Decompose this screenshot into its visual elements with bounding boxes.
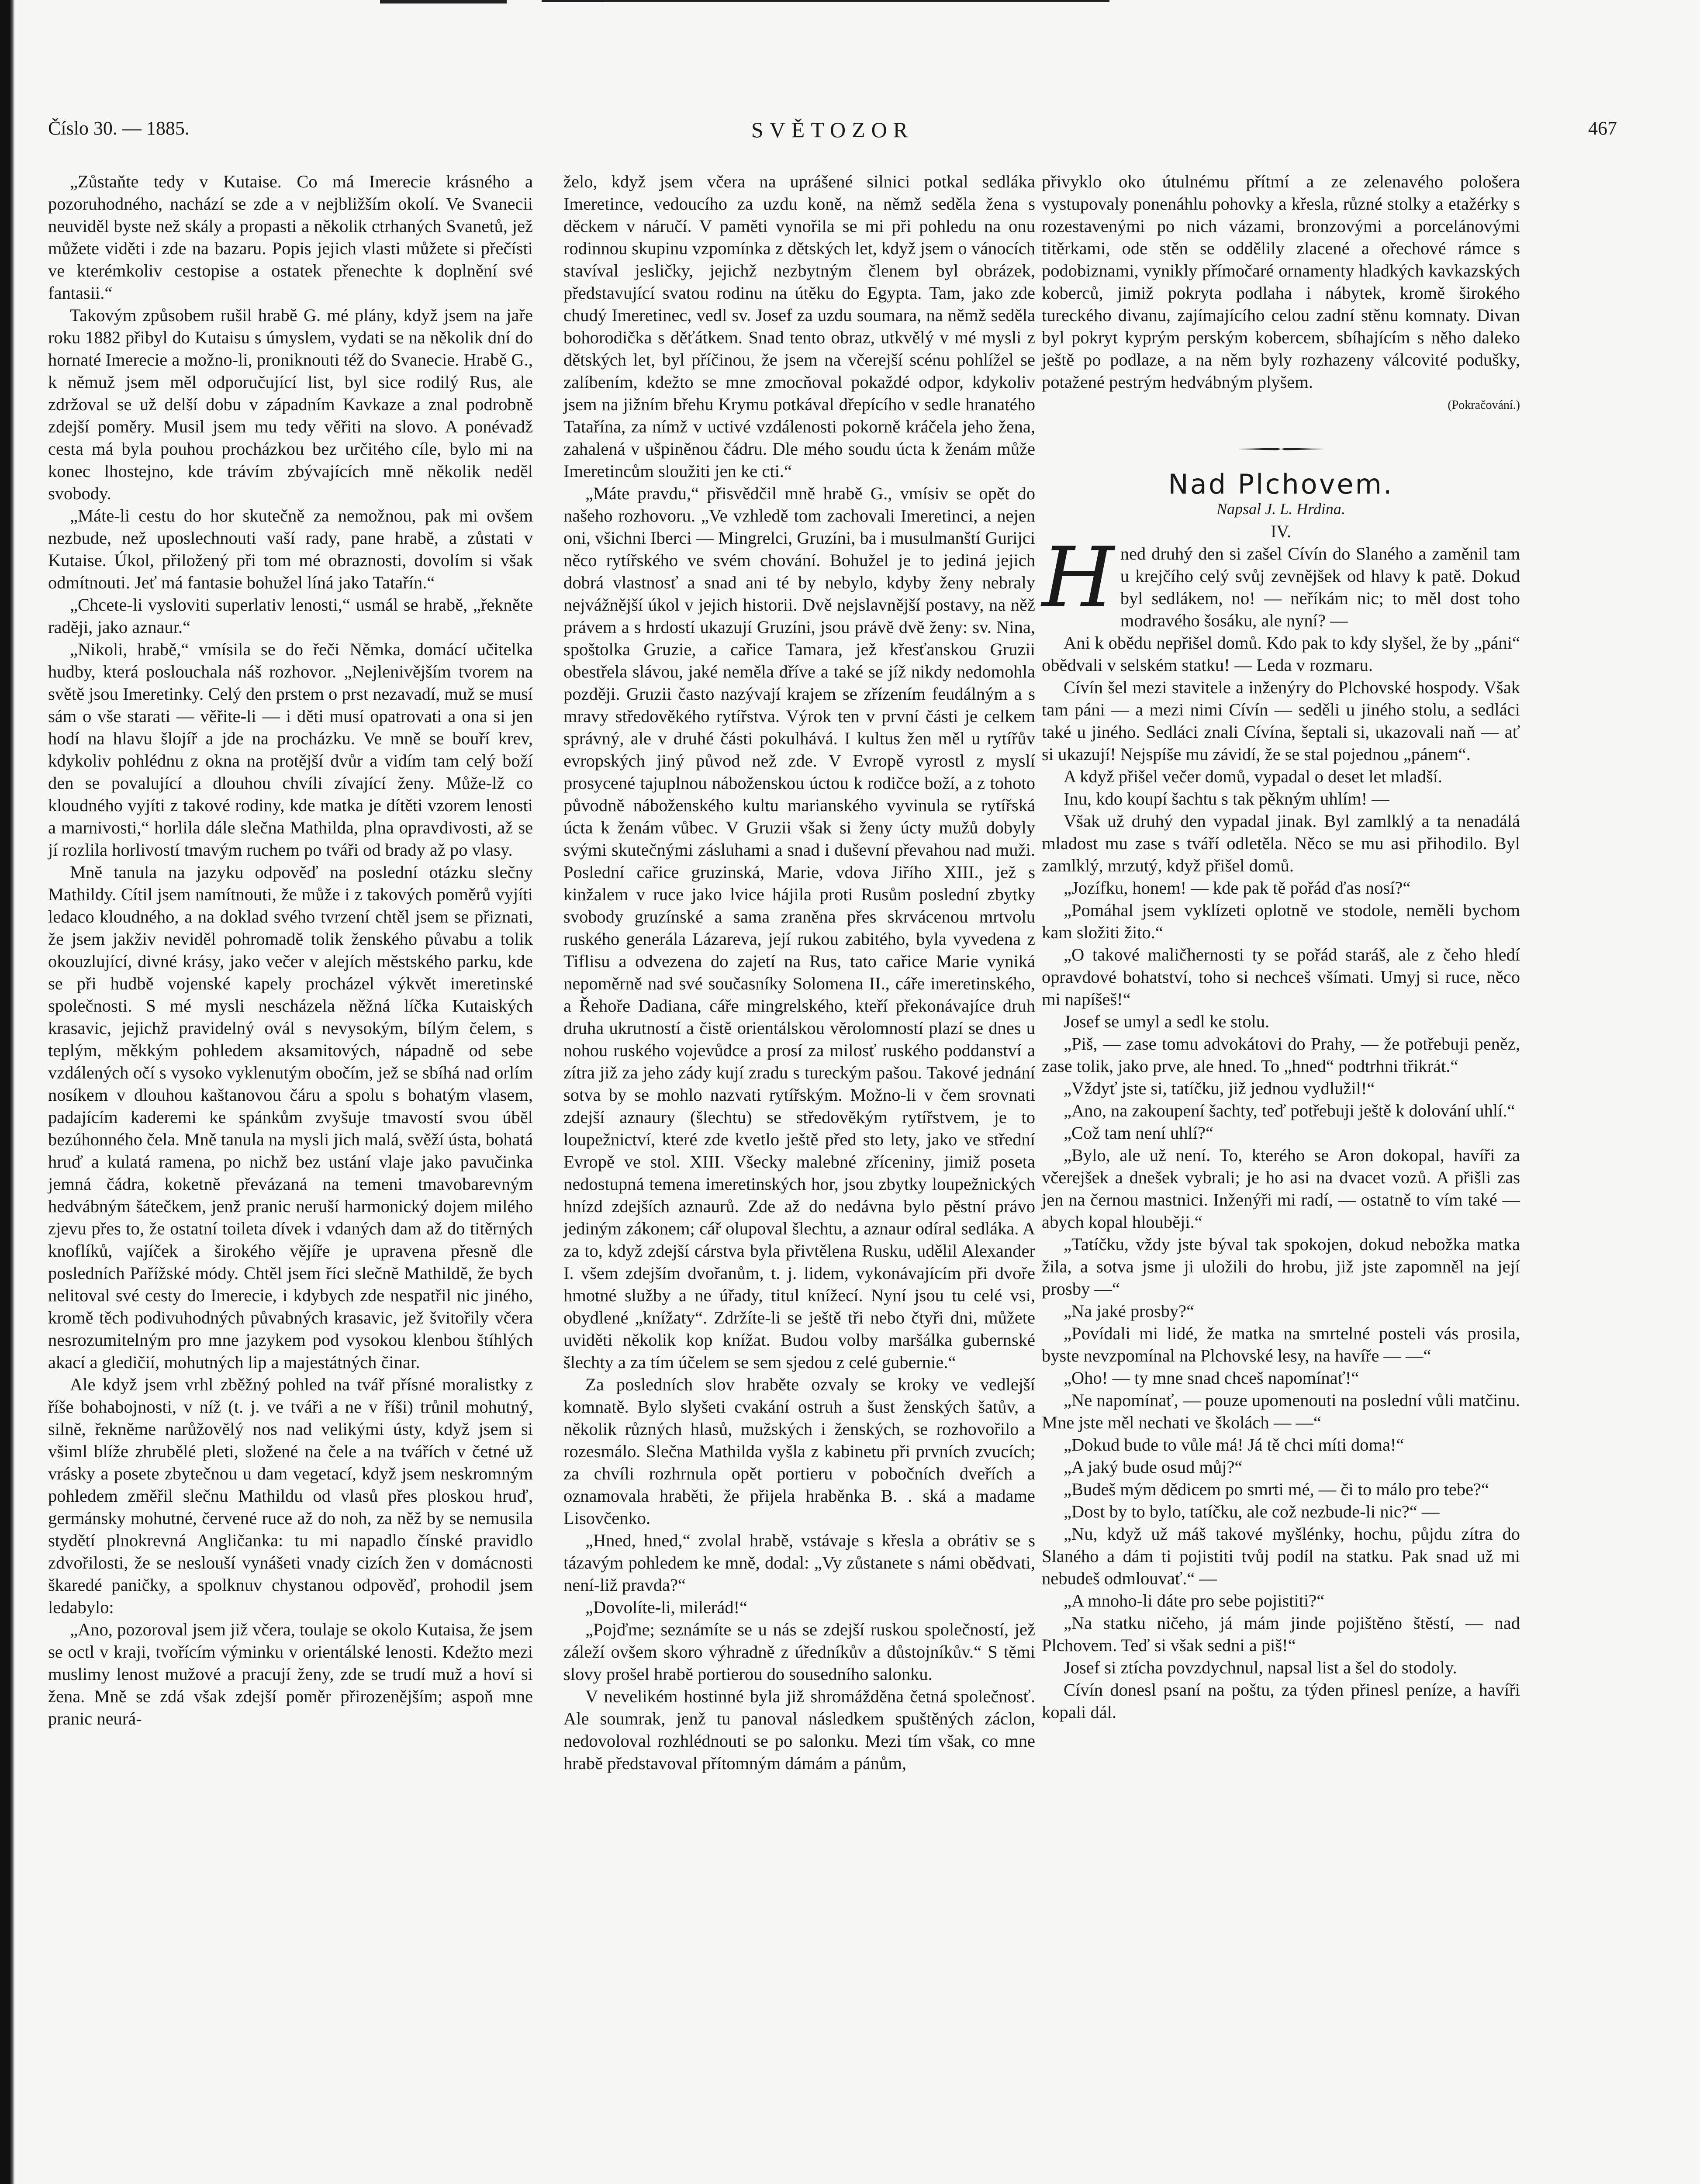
- story-paragraph: Ani k obědu nepřišel domů. Kdo pak to kdy slyšel, že by „páni“ obědvali v selském statku! — Leda v rozmaru.: [1042, 633, 1520, 675]
- paragraph: Za posledních slov hraběte ozvaly se kroky ve vedlejší komnatě. Bylo slyšeti cvakání ostruh a šust ženských šatův, a několik různých hlasů, mužských i ženských, se rozhovořilo a rozesmálo. Slečna Mathilda vyšla z kabinetu při prvních zvucích; za chvíli rozhrnula opět portieru v pobočních dveřích a oznamovala hraběti, že přijela hraběnka B. . ská a madame Lisovčenko.: [563, 1375, 1035, 1528]
- column-middle: [563, 170, 1035, 1774]
- story-paragraph: „Pomáhal jsem vyklízeti oplotně ve stodole, neměli bychom kam složiti žito.“: [1042, 900, 1520, 942]
- column-right: [1042, 170, 1520, 1723]
- section-divider: [1237, 447, 1325, 451]
- story-paragraph: „Budeš mým dědicem po smrti mé, — či to málo pro tebe?“: [1064, 1479, 1489, 1499]
- story-paragraph: Josef si ztícha povzdychnul, napsal list a šel do stodoly.: [1064, 1658, 1457, 1677]
- story-paragraph: „Povídali mi lidé, že matka na smrtelné posteli vás prosila, byste nevzpomínal na Plchovské lesy, na havíře — —“: [1042, 1324, 1520, 1365]
- story-paragraph: „Piš, — zase tomu advokátovi do Prahy, — že potřebuji peněz, zase tolik, jako prve, ale hned. To „hned“ podtrhni třikrát.“: [1042, 1034, 1520, 1076]
- scan-edge-mark: [542, 0, 603, 2]
- story-paragraph: „Oho! — ty mne snad chceš napomínať!“: [1064, 1368, 1359, 1388]
- paragraph: přivyklo oko útulnému přítmí a ze zelenavého pološera vystupovaly ponenáhlu pohovky a křesla, různé stolky a etažérky s rozestavenými po nich vázami, bronzovými a porcelánovými titěrkami, ode stěn se oddělily zlacené a ořechové rámce s podobiznami, vynikly přímočaré ornamenty hladkých kavkazských koberců, jimiž pokryta podlaha i nábytek, kromě širokého tureckého divanu, zajímajícího celou zadní stěnu komnaty. Divan byl pokryt kyprým perským kobercem, sbíhajícím s něho daleko ještě po podlaze, a na něm byly rozhazeny válcovité podušky, potažené pestrým hedvábným plyšem.: [1042, 172, 1520, 392]
- story-paragraph: „Na statku ničeho, já mám jinde pojištěno štěstí, — nad Plchovem. Teď si však sedni a piš!“: [1042, 1613, 1520, 1655]
- story-paragraph: „A mnoho-li dáte pro sebe pojistiti?“: [1064, 1591, 1325, 1610]
- paragraph: „Zůstaňte tedy v Kutaise. Co má Imerecie krásného a pozoruhodného, nachází se zde a v nejbližším okolí. Ve Svanecii neuviděl byste než skály a propasti a několik ctrhaných Svanetů, jež můžete viděti i zde na bazaru. Popis jejich vlasti můžete si přečísti ve kterémkoliv cestopise a ostatek přenechte k doplnění své fantasii.“: [48, 172, 533, 303]
- first-paragraph-text: ned druhý den si zašel Cívín do Slaného a zaměnil tam u krejčího celý svůj zevnějšek od hlavy k patě. Dokud byl sedlákem, no! — neříkám nic; to měl dost toho modravého šosáku, ale nyní? —: [1120, 544, 1520, 630]
- paragraph: „Dovolíte-li, milerád!“: [585, 1597, 748, 1617]
- story-paragraph: A když přišel večer domů, vypadal o deset let mladší.: [1064, 767, 1443, 786]
- issue-number: Číslo 30. — 1885.: [48, 117, 190, 139]
- paragraph: V nevelikém hostinné byla již shromážděna četná společnosť. Ale soumrak, jenž tu panoval následkem spuštěných záclon, nedovoloval rozhlédnouti se po salonku. Mezi tím však, co mne hrabě představoval přítomným dámám a pánům,: [563, 1686, 1035, 1773]
- paragraph: „Nikoli, hrabě,“ vmísila se do řeči Němka, domácí učitelka hudby, která poslouchala náš rozhovor. „Nejlenivějším tvorem na světě jsou Imeretinky. Celý den prstem o prst nezavadí, muž se musí sám o vše starati — věřite-li — i děti musí opatrovati a ona si jen hodí na hlavu šlojíř a jde na procházku. Ve mně se bouří krev, kdykoliv pohlédnu z okna na protější dvůr a vidím tam celý boží den se povalující a dlouhou chvíli zívající ženy. Může-lž co kloudného vyjíti z takové rodiny, kde matka je dítěti vzorem lenosti a marnivosti,“ horlila dále slečna Mathilda, plna opravdivosti, až se jí rozlila horlivostí tmavým ruchem po tváři od brady až po vlasy.: [48, 639, 533, 860]
- story-title: Nad Plchovem.: [1168, 468, 1394, 500]
- paragraph: „Chcete-li vysloviti superlativ lenosti,“ usmál se hrabě, „řekněte raději, jako aznaur.“: [48, 595, 533, 637]
- chapter-number: IV.: [1270, 522, 1292, 541]
- scan-binding-edge: [0, 0, 15, 2184]
- page-number: 467: [1588, 117, 1617, 139]
- paragraph: Ale když jsem vrhl zběžný pohled na tvář přísné moralistky z říše bohabojnosti, v níž (t. j. ve tváři a ne v říši) trůnil mohutný, silně, řekněme narůžovělý nos nad velikými ústy, když jsem si všiml blíže zhrubělé pleti, složené na čele a na tvářích v četné už vrásky a posete zbytečnou u dam vegetací, když jsem neskromným pohledem změřil slečnu Mathildu od vlasů přes ploskou hruď, germánsky mohutné, červené ruce až do noh, za něž by se nemusila stydětí plnokrevná Angličanka: tu mi napadlo čínské pravidlo zdvořilosti, že se neslouší vynášeti vnady cizích žen v domácnosti škaredé paničky, a spolknuv chystanou odpověď, prohodil jsem ledabylo:: [48, 1375, 533, 1617]
- story-paragraph: „Dost by to bylo, tatíčku, ale což nezbude-li nic?“ —: [1064, 1502, 1440, 1521]
- paragraph: „Máte-li cestu do hor skutečně za nemožnou, pak mi ovšem nezbude, než uposlechnouti vaší rady, pane hrabě, a zůstati v Kutaise. Úkol, přiložený při tom mé obraznosti, dovolím si však odmítnouti. Jeť má fantasie bohužel líná jako Tatařín.“: [48, 506, 533, 592]
- story-paragraph: Josef se umyl a sedl ke stolu.: [1064, 1012, 1270, 1031]
- story-paragraph: „Ano, na zakoupení šachty, teď potřebuji ještě k dolování uhlí.“: [1064, 1101, 1515, 1120]
- paragraph: „Pojďme; seznámíte se u nás se zdejší ruskou společností, jež záleží ovšem skoro výhradně z úředníkův a důstojníkův.“ S těmi slovy prošel hrabě portierou do sousedního salonku.: [563, 1620, 1035, 1684]
- story-paragraph: Cívín donesl psaní na poštu, za týden přinesl peníze, a havíři kopali dál.: [1042, 1680, 1520, 1722]
- paragraph: „Hned, hned,“ zvolal hrabě, vstávaje s křesla a obrátiv se s tázavým pohledem ke mně, dodal: „Vy zůstanete s námi obědvati, není-liž pravda?“: [563, 1531, 1035, 1595]
- story-paragraph: „Tatíčku, vždy jste býval tak spokojen, dokud nebožka matka žila, a sotva jsme ji uložili do hrobu, již jste zapomněl na její prosby —“: [1042, 1234, 1520, 1299]
- story-paragraph: „Bylo, ale už není. To, kterého se Aron dokopal, havíři za včerejšek a dnešek vybrali; je ho asi na dvacet vozů. A přišli zas jen na černou mastnici. Inženýři mi radí, — ostatně to vím také — abych kopal hlouběji.“: [1042, 1145, 1520, 1232]
- story-paragraph: „Vždyť jste si, tatíčku, již jednou vydlužil!“: [1064, 1078, 1375, 1098]
- story-paragraph: „Dokud bude to vůle má! Já tě chci míti doma!“: [1064, 1435, 1404, 1455]
- story-paragraph: Však už druhý den vypadal jinak. Byl zamlklý a ta nenadálá mladost mu zase s tváří odletěla. Něco se mu asi přihodilo. Byl zamlklý, mrzutý, když přišel domů.: [1042, 811, 1520, 875]
- paragraph: Takovým způsobem rušil hrabě G. mé plány, když jsem na jaře roku 1882 přibyl do Kutaisu s úmyslem, vydati se na několik dní do hornaté Imerecie a možno-li, proniknouti též do Svanecie. Hrabě G., k němuž jsem měl odporučující list, byl sice rodilý Rus, ale zdržoval se už delší dobu v západním Kavkaze a znal podrobně zdejší poměry. Musil jsem mu tedy věřiti na slovo. A ponévadž cesta má byla pouhou procházkou bez určitého cíle, bylo mi na konec lhostejno, kde trávím zbývajících mně několik neděl svobody.: [48, 305, 533, 503]
- story-paragraph: „A jaký bude osud můj?“: [1064, 1457, 1243, 1477]
- magazine-title: SVĚTOZOR: [751, 117, 914, 142]
- page-header: [48, 117, 1617, 148]
- story-paragraph: „Jozífku, honem! — kde pak tě pořád ďas nosí?“: [1064, 878, 1411, 898]
- scan-edge-mark: [603, 0, 1109, 2]
- scan-edge-mark: [380, 0, 507, 3]
- story-paragraph: „O takové maličhernosti ty se pořád staráš, ale z čeho hledí opravdové bohatství, toho si nechceš všímati. Umyj si ruce, něco mi napíšeš!“: [1042, 945, 1520, 1009]
- story-paragraph: Cívín šel mezi stavitele a inženýry do Plchovské hospody. Však tam páni — a mezi nimi Cívín — seděli u jiného stolu, a sedláci také u jiného. Sedláci znali Cívína, šeptali si, ukazovali naň — ať si ukazují! Nejspíše mu závidí, že se stal pojednou „pánem“.: [1042, 677, 1520, 764]
- paragraph: Mně tanula na jazyku odpověď na poslední otázku slečny Mathildy. Cítil jsem namítnouti, že může i z takových poměrů vyjíti ledaco kloudného, a na doklad svého tvrzení chtěl jsem se přiznati, že jsem jakživ neviděl pohromadě tolik ženského půvabu a tolik okouzlující, divné krásy, jako večer v alejích městského parku, kde se při hudbě vojenské kapely procházel výkvět imeretinské společnosti. S mé mysli nescházela něžná líčka Kutaiských krasavic, jejichž pravidelný ovál s nevysokým, bílým čelem, s teplým, měkkým pohledem aksamitových, nápadně od sebe vzdálených očí s vysoko vyklenutým obočím, jež se sbíhá nad orlím nosíkem v dlouhou kaštanovou čáru a spolu s bohatým vlasem, padajícím kaderemi ke spánkům zvyšuje tmavostí svou úběl bezúhonného čela. Mně tanula na mysli jich malá, svěží ústa, bohatá hruď a kulatá ramena, po nichž bez ustání vlaje jako pavučinka jemná čádra, koketně převázaná na temeni tmavobarevným hedvábným šátečkem, jenž pranic neruší harmonický dojem milého zjevu přes to, že ostatní toileta dívek i vdaných dam až do titěrných knoflíků, vajíček a širokého vějíře je upravena přesně dle posledních Pařížské módy. Chtěl jsem říci slečně Mathildě, že bych nelitoval své cesty do Imerecie, i kdybych zde nespatřil nic jiného, kromě těch podivuhodných půvabných krasavic, jež švitořily včera nesrozumitelným pro mne jazykem pod vysokou klenbou štíhlých akací a gledičií, mohutných lip a majestátných činar.: [48, 862, 533, 1372]
- drop-cap: H: [1042, 529, 1114, 626]
- column-left: [48, 170, 533, 1730]
- story-paragraph: „Na jaké prosby?“: [1064, 1301, 1195, 1321]
- paragraph: „Ano, pozoroval jsem již včera, toulaje se okolo Kutaisa, že jsem se octl v kraji, tvořícím výminku v orientálské lenosti. Kdežto mezi muslimy lenost mužové a pracují ženy, zde se trudí muž a hoví si žena. Mně se zdá však zdejší poměr přirozenějším; aspoň mne pranic neurá-: [48, 1620, 533, 1728]
- paragraph: želo, když jsem včera na uprášené silnici potkal sedláka Imeretince, vedoucího za uzdu koně, na němž seděla žena s děckem v náručí. V paměti vynořila se mi při pohledu na onu rodinnou skupinu vzpomínka z dětských let, když jsem o vánocích stavíval jesličky, jejichž nezbytným členem byl obrázek, představující svatou rodinu na útěku do Egypta. Tam, jako zde chudý Imeretinec, vedl sv. Josef za uzdu soumara, na němž seděla bohorodička s děťátkem. Snad tento obraz, utkvělý v mé mysli z dětských let, byl příčinou, že jsem na včerejší scénu pohlížel se zalíbením, kdežto se mne zmocňoval pokaždé odpor, kdykoliv jsem na jižním břehu Krymu potkával dřepícího v sedle hranatého Tatařína, za nímž v uctivé vzdálenosti pokorně kráčela jeho žena, zahalená v ušpiněnou čádru. Dle mého soudu úcta k ženám může Imeretincům sloužiti jen ke cti.“: [563, 172, 1035, 481]
- story-body: [1042, 632, 1520, 1723]
- story-paragraph: „Ne napomínať, — pouze upomenouti na poslední vůli matčinu. Mne jste měl nechati ve školách — —“: [1042, 1390, 1520, 1432]
- continued-note: (Pokračování.): [1448, 398, 1520, 412]
- story-paragraph: „Nu, když už máš takové myšlénky, hochu, půjdu zítra do Slaného a dám ti pojistiti tvůj podíl na statku. Pak snad už mi nebudeš odmlouvať.“ —: [1042, 1524, 1520, 1588]
- paragraph: „Máte pravdu,“ přisvědčil mně hrabě G., vmísiv se opět do našeho rozhovoru. „Ve vzhledě tom zachovali Imeretinci, a nejen oni, všichni Iberci — Mingrelci, Gruzíni, ba i musulmanští Gurijci něco rytířského ve svém chování. Bohužel je to jediná jejich dobrá vlastnosť a snad ani té by nebylo, kdyby ženy nebraly nejvážnější úkol v jejich historii. Dvě nejslavnější postavy, na něž právem a s hrdostí ukazují Gruzíni, jsou právě dvě ženy: sv. Nina, spoštolka Gruzie, a cařice Tamara, jež křesťanskou Gruzii obestřela slávou, jaké neměla dříve a také se jíž nikdy nedomohla později. Gruzii často nazývají krajem se zřízením feudálným a s mravy středověkého rytířstva. Výrok ten v první části je celkem správný, ale v druhé části pokulhává. I kultus žen měl u rytířův evropských jiný původ než zde. V Evropě vyrostl z myslí prosycené tajuplnou náboženskou úctou k rodičce boží, a z tohoto původně náboženského kultu marianského vyvinula se rytířská úcta k ženám vůbec. V Gruzii však si ženy úcty mužů dobyly svými skutečnými zásluhami a snad i duševní převahou nad muži. Poslední cařice gruzinská, Marie, vdova Jiřího XIII., jež s kinžalem v ruce jako lvice hájila proti Rusům poslední zbytky svobody gruzínské a sama zraněna přes skrvácenou mrtvolu ruského generála Lázareva, její rukou zabitého, byla vyvedena z Tiflisu a odvezena do zajetí na Rus, tato cařice Marie vyniká nepoměrně nad své současníky Solomena II., cáře imeretinského, a Řehoře Dadiana, cáře mingrelského, kteří překonávajíce druh druha ukrutností a čistě orientálskou věrolomností plazí se dnes u nohou ruského vojevůdce a prosí za milosť ruského poddanství a zítra již za jeho zády kují zradu s tureckým pašou. Takové jednání sotva by se mohlo nazvati rytířským. Možno-li v čem srovnati zdejší aznaury (šlechtu) se středověkým rytířstvem, je to loupežnictví, které zde kvetlo ještě před sto lety, jako ve střední Evropě ve stol. XIII. Všecky malebné zříceniny, jimiž poseta nedostupná temena imeretinských hor, jsou zbytky loupežnických hnízd zdejších aznaurů. Zde až do nedávna bylo pěstní právo jediným zákonem; cář olupoval šlechtu, a aznaur odíral sedláka. A za to, když zdejší cárstva byla přivtělena Rusku, udělil Alexander I. všem zdejším dvořanům, t. j. lidem, vykonávajícím při dvoře hmotné služby a ne úřady, titul knížecí. Nyní jsou tu celé vsi, obydlené „knížaty“. Zdržíte-li se ještě tři nebo čtyři dni, můžete uviděti několik kop knížat. Budou volby maršálka gubernské šlechty a za tím účelem se sem sjedou z celé gubernie.“: [563, 484, 1035, 1372]
- story-paragraph: Inu, kdo koupí šachtu s tak pěkným uhlím! —: [1064, 789, 1389, 809]
- story-paragraph: „Což tam není uhlí?“: [1064, 1123, 1214, 1143]
- story-byline: Napsal J. L. Hrdina.: [1216, 500, 1345, 518]
